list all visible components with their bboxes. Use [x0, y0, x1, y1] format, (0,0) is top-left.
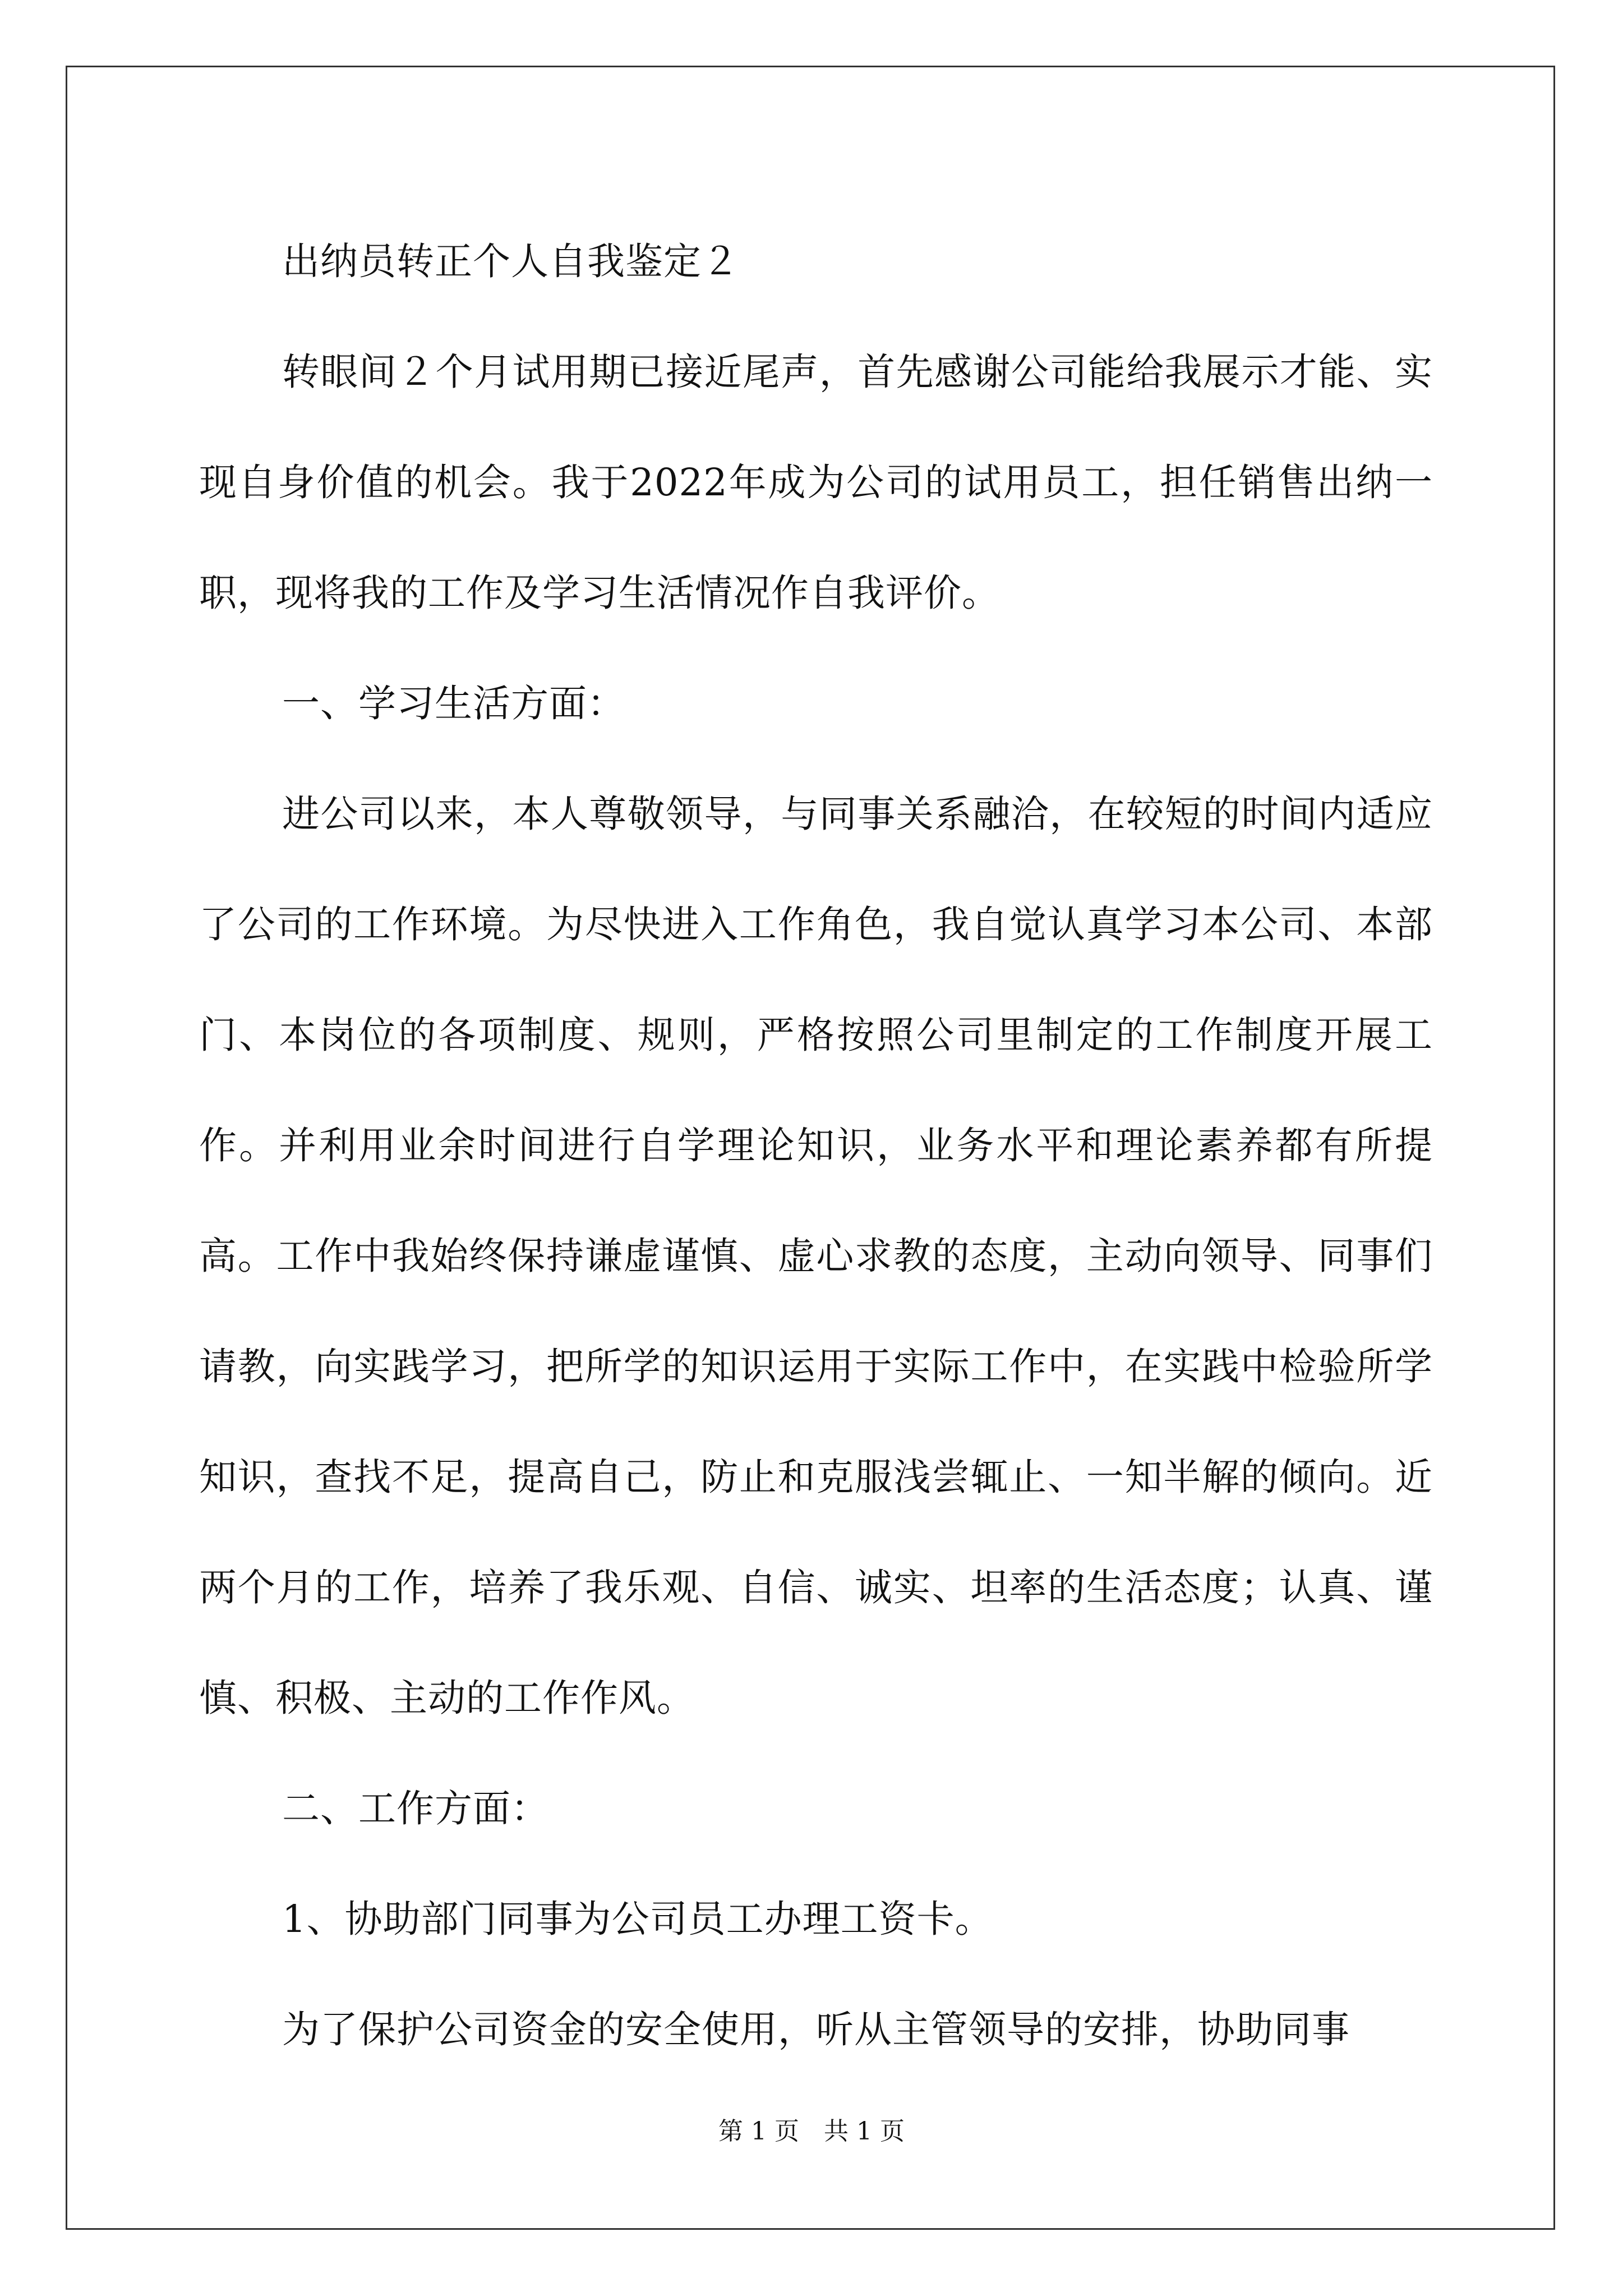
work-item-1: 1、协助部门同事为公司员工办理工资卡。 [282, 1897, 993, 1941]
page-number-footer: 第 1 页 共 1 页 [718, 2117, 905, 2146]
paragraph-intro: 转眼间２个月试用期已接近尾声，首先感谢公司能给我展示才能、实现自身价值的机会。我于2022年成为公司的试用员工，担任销售出纳一职，现将我的工作及学习生活情况作自我评价。 [199, 350, 1433, 615]
section-heading-work: 二、工作方面： [282, 1787, 549, 1830]
section-heading-study: 一、学习生活方面： [282, 682, 625, 725]
paragraph-study: 进公司以来，本人尊敬领导，与同事关系融洽，在较短的时间内适应了公司的工作环境。为尽快进入工作角色，我自觉认真学习本公司、本部门、本岗位的各项制度、规则，严格按照公司里制定的工作制度开展工作。并利用业余时间进行自学理论知识，业务水平和理论素养都有所提高。工作中我始终保持谦虚谨慎、虚心求教的态度，主动向领导、同事们请教，向实践学习，把所学的知识运用于实际工作中，在实践中检验所学知识，查找不足，提高自己，防止和克服浅尝辄止、一知半解的倾向。近两个月的工作，培养了我乐观、自信、诚实、坦率的生活态度；认真、谨慎、积极、主动的工作作风。 [199, 792, 1433, 1720]
paragraph-work: 为了保护公司资金的安全使用，听从主管领导的安排，协助同事 [282, 2008, 1350, 2051]
document-body [199, 206, 1433, 2085]
document-title: 出纳员转正个人自我鉴定２ [282, 240, 740, 283]
